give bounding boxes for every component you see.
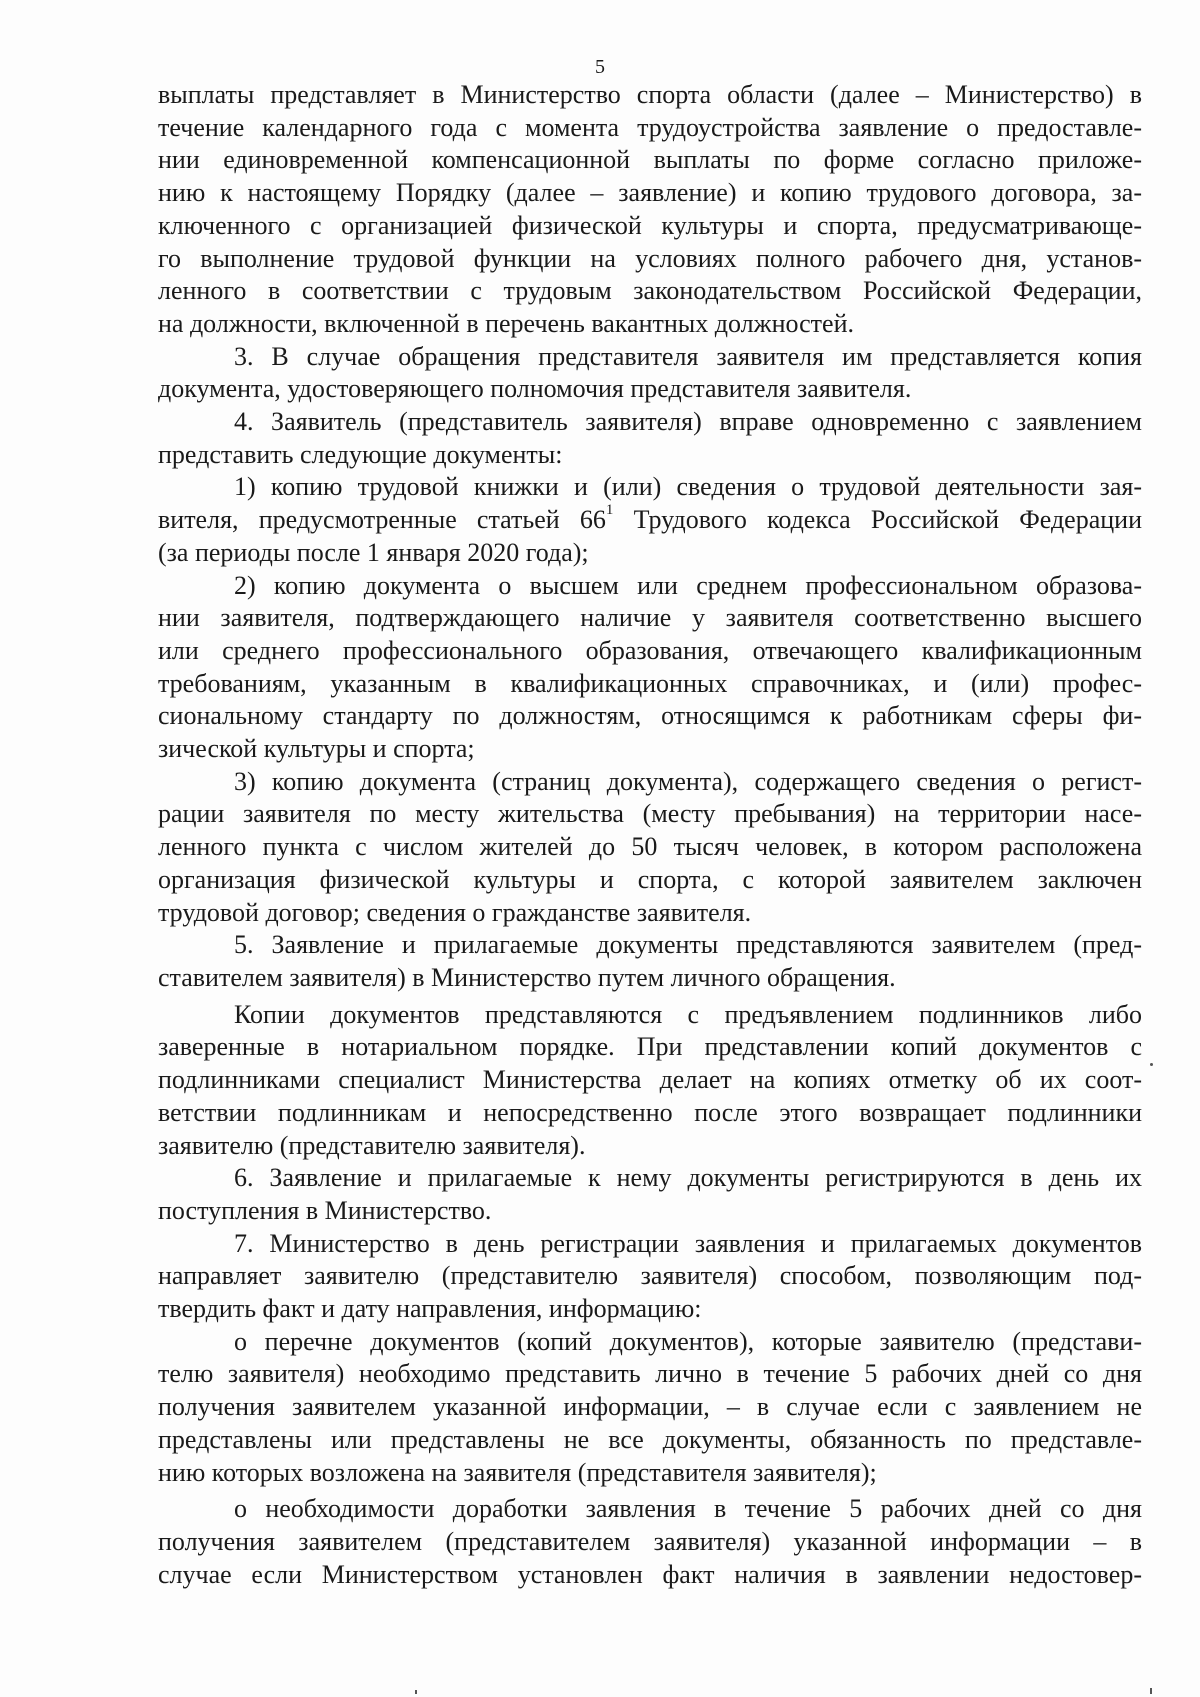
superscript: 1 bbox=[605, 502, 614, 519]
text-line: направляет заявителю (представителю заявителя) способом, позволяющим под- bbox=[158, 1261, 1142, 1291]
text-line: сиональному стандарту по должностям, относящимся к работникам сферы фи- bbox=[158, 701, 1142, 731]
text-line: ленного пункта с числом жителей до 50 тысяч человек, в котором расположена bbox=[158, 832, 1142, 862]
text-line: зической культуры и спорта; bbox=[158, 734, 475, 764]
text-line: документа, удостоверяющего полномочия представителя заявителя. bbox=[158, 374, 912, 404]
paragraph-7-item-1-line: о перечне документов (копий документов), которые заявителю (представи- bbox=[234, 1326, 1142, 1356]
text-line: рации заявителя по месту жительства (месту пребывания) на территории насе- bbox=[158, 799, 1142, 829]
text-line-with-superscript bbox=[158, 504, 1142, 537]
text-line: представить следующие документы: bbox=[158, 439, 563, 469]
paragraph-6-line: 6. Заявление и прилагаемые к нему документы регистрируются в день их bbox=[234, 1163, 1142, 1193]
paragraph-5-line: 5. Заявление и прилагаемые документы представляются заявителем (пред- bbox=[234, 930, 1142, 960]
text-line: нии единовременной компенсационной выплаты по форме согласно приложе- bbox=[158, 145, 1142, 175]
document-body bbox=[158, 79, 1142, 1591]
text-line: подлинниками специалист Министерства делает на копиях отметку об их соот- bbox=[158, 1065, 1142, 1095]
page-number: 5 bbox=[595, 56, 605, 78]
text-line: течение календарного года с момента трудоустройства заявление о предоставле- bbox=[158, 112, 1142, 142]
text-line: (за периоды после 1 января 2020 года); bbox=[158, 537, 589, 567]
text-line: ставителем заявителя) в Министерство путем личного обращения. bbox=[158, 962, 896, 992]
text-line: ветствии подлинникам и непосредственно после этого возвращает подлинники bbox=[158, 1097, 1142, 1127]
paragraph-copies-line: Копии документов представляются с предъявлением подлинников либо bbox=[234, 999, 1142, 1029]
text-line: получения заявителем указанной информации, – в случае если с заявлением не bbox=[158, 1392, 1142, 1422]
text-line: ключенного с организацией физической культуры и спорта, предусматривающе- bbox=[158, 210, 1142, 240]
text-line: случае если Министерством установлен факт наличия в заявлении недостовер- bbox=[158, 1559, 1142, 1589]
text-line: организация физической культуры и спорта, с которой заявителем заключен bbox=[158, 864, 1142, 894]
text-line: получения заявителем (представителем заявителя) указанной информации – в bbox=[158, 1526, 1142, 1556]
scan-speck bbox=[1150, 1688, 1152, 1694]
text-line: твердить факт и дату направления, информацию: bbox=[158, 1294, 702, 1324]
text-line: го выполнение трудовой функции на условиях полного рабочего дня, установ- bbox=[158, 243, 1142, 273]
text-line: выплаты представляет в Министерство спорта области (далее – Министерство) в bbox=[158, 80, 1142, 109]
text-line: представлены или представлены не все документы, обязанность по представле- bbox=[158, 1424, 1142, 1454]
text-line: заявителю (представителю заявителя). bbox=[158, 1130, 586, 1160]
text-fragment: Трудового кодекса Российской Федерации bbox=[613, 505, 1143, 535]
paragraph-7-item-2-line: о необходимости доработки заявления в течение 5 рабочих дней со дня bbox=[234, 1494, 1142, 1524]
text-line: нии заявителя, подтверждающего наличие у заявителя соответственно высшего bbox=[158, 603, 1142, 633]
list-item-1-line: 1) копию трудовой книжки и (или) сведения о трудовой деятельности зая- bbox=[234, 472, 1142, 502]
text-line: телю заявителя) необходимо представить лично в течение 5 рабочих дней со дня bbox=[158, 1359, 1142, 1389]
paragraph-4-line: 4. Заявитель (представитель заявителя) вправе одновременно с заявлением bbox=[234, 407, 1142, 437]
paragraph-3-line: 3. В случае обращения представителя заявителя им представляется копия bbox=[234, 341, 1142, 371]
text-line: нию к настоящему Порядку (далее – заявление) и копию трудового договора, за- bbox=[158, 178, 1142, 208]
text-line: или среднего профессионального образования, отвечающего квалификационным bbox=[158, 635, 1142, 665]
scan-speck bbox=[415, 1690, 417, 1694]
text-line: на должности, включенной в перечень вакантных должностей. bbox=[158, 308, 854, 338]
text-line: заверенные в нотариальном порядке. При представлении копий документов с bbox=[158, 1032, 1142, 1062]
scan-speck bbox=[1150, 1063, 1153, 1066]
list-item-3-line: 3) копию документа (страниц документа), содержащего сведения о регист- bbox=[234, 766, 1142, 796]
paragraph-7-line: 7. Министерство в день регистрации заявления и прилагаемых документов bbox=[234, 1228, 1142, 1258]
text-line: поступления в Министерство. bbox=[158, 1195, 492, 1225]
text-line: нию которых возложена на заявителя (представителя заявителя); bbox=[158, 1457, 877, 1487]
text-line: требованиям, указанным в квалификационных справочниках, и (или) профес- bbox=[158, 668, 1142, 698]
text-line: трудовой договор; сведения о гражданстве заявителя. bbox=[158, 897, 752, 927]
list-item-2-line: 2) копию документа о высшем или среднем профессиональном образова- bbox=[234, 570, 1142, 600]
text-line: ленного в соответствии с трудовым законодательством Российской Федерации, bbox=[158, 276, 1142, 306]
text-fragment: вителя, предусмотренные статьей 66 bbox=[158, 505, 606, 535]
